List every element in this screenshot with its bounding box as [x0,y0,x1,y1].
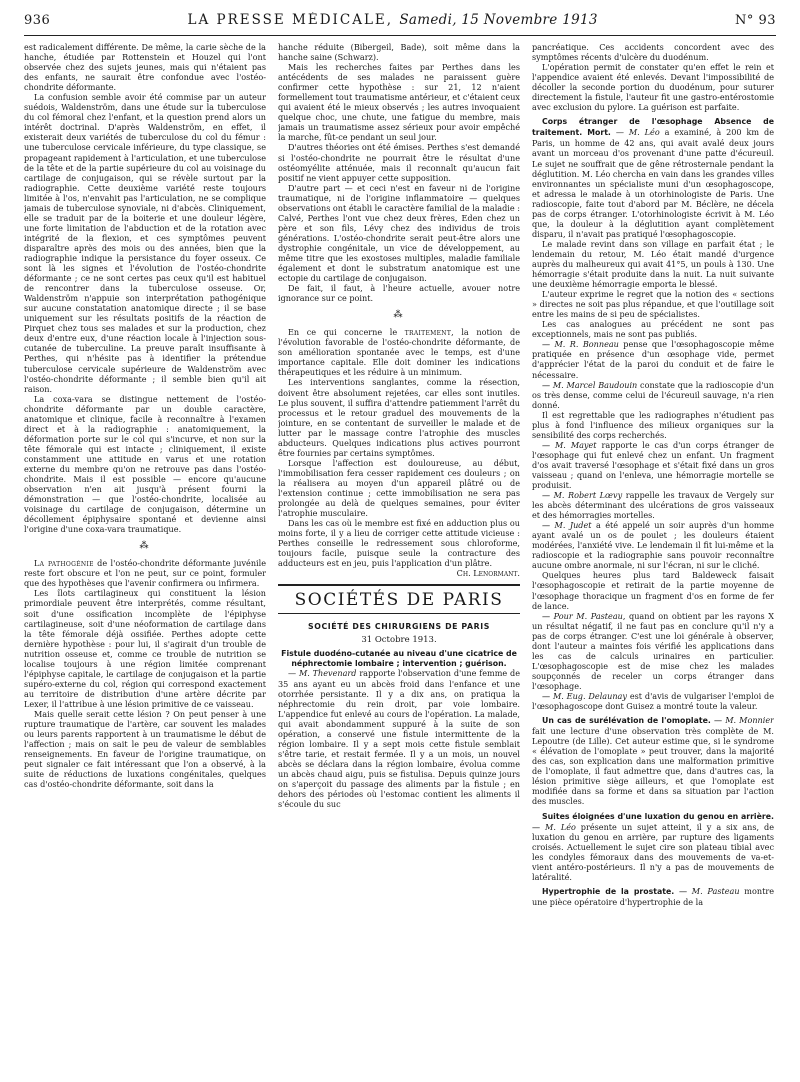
paragraph-text: constate que la radioscopie d'un os très dense, comme celui de l'écureuil sauvage, n'a rien donné. [532,379,774,410]
paragraph: Les cas analogues au précédent ne sont pas exceptionnels, mais ne sont pas publiés. [532,319,774,340]
paragraph: Lorsque l'affection est douloureuse, au début, l'immobilisation fera cesser rapidement ces douleurs ; on la réalisera au moyen d'un appareil plâtré ou de l'extension continue ; cette immobilisation ne sera pas prolongée au delà de quelques semaines, pour éviter l'atrophie musculaire. [278,457,520,519]
paragraph-text: , la notion de l'évolution favorable de l'ostéo-chondrite déformante, de son amélioration spontanée avec le temps, est d'une importance capitale. Elle doit dominer les indications thérapeutiques et les réduire à un minimum. [278,327,520,378]
speaker: — M. Judet [542,520,592,531]
paragraph-text: pense que l'œsophagoscopie même pratiquée en présence d'un œsophage vide, permet d'apprécier l'état de la paroi du conduit et de faire le nécessaire. [532,339,774,380]
column-1 [24,42,266,1067]
issue-number: N° 93 [734,13,776,28]
paragraph: L'opération permit de constater qu'en effet le rein et l'appendice avaient été enlevés. Devant l'impossibilité de décoller la seconde portion du duodénum, pour suturer directement la fistule, l'auteur fit une gastro-entérostomie avec exclusion du pylore. La guérison est parfaite. [532,62,774,113]
paragraph-text: a examiné, à 200 km de Paris, un homme de 42 ans, qui avait avalé deux jours avant un morceau d'os provenant d'une patte d'écureuil. Le sujet ne souffrait que de gêne rétrosternale pendant la déglutition. M. Léo chercha en vain dans les grandes villes environnantes un spécialiste muni d'un œsophagoscope, et adressa le malade à un otorhinologiste de Paris. Une radioscopie, faite tout d'abord par M. Béclère, ne décela pas de corps étranger. L'otorhinologiste écrivit à M. Léo que, la douleur à la déglutition ayant complètement disparu, il n'avait pas pratiqué l'œsophagoscopie. [532,127,774,239]
speaker: — M. Eug. Delaunay [542,691,627,701]
keyword-traitement: traitement [404,327,452,338]
case-title: Fistule duodéno-cutanée au niveau d'une cicatrice de néphrectomie lombaire ; intervention ; guérison. [281,649,517,668]
author-signature: Ch. Lenormant. [456,568,520,579]
paragraph: La coxa-vara se distingue nettement de l'ostéo-chondrite déformante par un double caractère, anatomique et clinique, facile à reconnaître à l'examen direct et à la radiographie : anatomiquement, la déformation porte sur le col qui s'incurve, et non sur la tête fémorale qui est intacte ; cliniquement, il existe constamment une attitude en varus et une rotation externe du membre qu'on ne retrouve pas dans l'ostéo-chondrite. Mais il est possible — encore qu'aucune observation n'en ait jusqu'à présent fourni la démonstration — que l'ostéo-chondrite, localisée au voisinage du cartilage de conjugaison, détermine un décollement épiphysaire spontané et devienne ainsi l'origine d'une coxa-vara traumatique. [24,393,266,535]
rubric-author: — M. Léo [532,821,576,832]
paragraph: Les interventions sanglantes, comme la résection, doivent être absolument rejetées, car elles sont inutiles. Le plus souvent, il suffira d'attendre patiemment l'arrêt du processus et le retour graduel des mouvements de la jointure, en se contentant de surveiller le malade et de lutter par le massage contre l'atrophie des muscles abducteurs. Quelques indications plus actives pourront être fournies par certains symptômes. [278,377,520,458]
page-number: 936 [24,13,51,28]
paragraph [532,715,774,806]
page-header [24,12,776,32]
paragraph-text: rappelle les travaux de Vergely sur les abcès déterminant des ulcérations de gros vaisseaux et des hémorragies mortelles. [532,490,774,521]
society-heading: SOCIÉTÉ DES CHIRURGIENS DE PARIS [308,622,490,632]
paragraph [532,440,774,490]
paragraph: Mais quelle serait cette lésion ? On peut penser à une rupture traumatique de l'artère, car souvent les malades ou leurs parents rapportent à un traumatisme le début de l'affection ; mais on sait le peu de valeur de semblables renseignements. En faveur de l'origine traumatique, on peut signaler ce fait intéressant que l'on a observé, à la suite de réductions de luxations congénitales, quelques cas d'ostéo-chondrite déformante, soit dans la [24,709,266,790]
section-stars: ⁂ [139,541,151,552]
paragraph: De fait, il faut, à l'heure actuelle, avouer notre ignorance sur ce point. [278,283,520,304]
paragraph: Les îlots cartilagineux qui constituent la lésion primordiale peuvent être interprétés, comme résultant, soit d'une ossification incomplète de l'épiphyse cartilagineuse, soit d'une néoformation de cartilage dans la tête fémorale déjà ossifiée. Perthes adopte cette dernière hypothèse : pour lui, il s'agirait d'un trouble de nutrition osseuse et, comme ce trouble de nutrition se localise toujours à une région limitée comprenant l'épiphyse capitale, le cartilage de conjugaison et la partie supéro-externe du col, région qui correspond exactement au territoire de distribution d'une artère décrite par Lexer, il l'attribue à une lésion primitive de ce vaisseau. [24,588,266,709]
speaker: — M. Robert Lœvy [542,490,623,501]
paragraph: L'auteur exprime le regret que la notion des « sections » directes ne soit pas plus répandue, et que l'outillage soit entre les mains de si peu de spécialistes. [532,289,774,320]
paragraph: D'autre part — et ceci n'est en faveur ni de l'origine traumatique, ni de l'origine inflammatoire — quelques observations ont établi le caractère familial de la maladie : Calvé, Perthes l'ont vue chez deux frères, Eden chez un père et son fils, Lévy chez des individus de trois générations. L'ostéo-chondrite serait peut-être alors une dystrophie congénitale, un vice de développement, au même titre que les exostoses multiples, maladie familiale également et dont le substratum anatomique est une ectopie du cartilage de conjugaison. [278,182,520,284]
paragraph: Corps étranger de l'œsophage Absence de traitement. Mort. — M. Léo a examiné, à 200 km de Paris, un homme de 42 ans, qui avait avalé deux jours avant un morceau d'os provenant d'une patte d'écureuil. Le sujet ne souffrait que de gêne rétrosternale pendant la déglutition. M. Léo chercha en vain dans les grandes villes environnantes un spécialiste muni d'un œsophagoscope, et adressa le malade à un otorhinologiste de Paris. Une radioscopie, faite tout d'abord par M. Béclère, ne décela pas de corps étranger. L'otorhinologiste écrivit à M. Léo que, la douleur à la déglutition ayant complètement disparu, il n'avait pas pratiqué l'œsophagoscopie. [532,117,774,239]
paragraph [532,811,774,882]
paragraph-text: En ce qui concerne le [288,327,405,338]
rubric-heading: Suites éloignées d'une luxation du genou en arrière. [542,811,774,821]
paragraph [532,380,774,410]
paragraph [532,520,774,570]
paragraph [532,886,774,907]
paragraph [532,691,774,711]
paragraph: hanche réduite (Bibergeil, Bade), soit même dans la hanche saine (Schwarz). [278,42,520,63]
paragraph-text: est d'avis de vulgariser l'emploi de l'œsophagoscope dont Guisez a montré toute la valeur. [532,691,774,712]
header-rule [24,35,776,36]
paragraph-text: de l'ostéo-chondrite déformante juvénile reste fort obscure et l'on ne peut, sur ce point, formuler que des hypothèses que l'avenir confirmera ou infirmera. [24,558,266,589]
paragraph-text: , quand on obtient par les rayons X un résultat négatif, il ne faut pas en conclure qu'il n'y a pas de corps étranger. C'est une loi générale à observer, dont l'auteur a maintes fois vérifié les applications dans les cas de calculs urinaires en particulier. L'œsophagoscopie est de mise chez les malades soupçonnés de receler un corps étranger dans l'œsophage. [532,610,774,691]
paragraph [278,327,520,377]
keyword-pathogenie: La pathogénie [34,558,94,569]
column-3 [532,42,774,1067]
paragraph: Il est regrettable que les radiographes n'étudient pas plus à fond l'influence des milieux organiques sur la sensibilité des corps recherchés. [532,409,774,440]
columns [24,42,776,1067]
rubric-author: — M. Pasteau [678,885,740,896]
paragraph: Quelques heures plus tard Baldeweck faisait l'œsophagoscopie et retirait de la partie moyenne de l'œsophage thoracique un fragment d'os en forme de fer de lance. [532,570,774,611]
paragraph: est radicalement différente. De même, la carie sèche de la hanche, étudiée par Rottenstein et Houzel qui l'ont observée chez des sujets jeunes, mais qui n'étaient pas des enfants, ne saurait être confondue avec l'ostéo-chondrite déformante. [24,42,266,93]
section-banner: SOCIÉTÉS DE PARIS [278,584,520,614]
journal-name: LA PRESSE MÉDICALE, [187,12,394,28]
speaker: — M. Mayet [542,439,597,450]
speaker: — Pour M. Pasteau [542,610,623,621]
paragraph-text: montre une pièce opératoire d'hypertrophie de la [532,885,774,907]
paragraph: D'autres théories ont été émises. Perthes s'est demandé si l'ostéo-chondrite ne pourrait être le résultat d'une ostéomyélite atténuée, mais il reconnaît qu'aucun fait positif ne vient appuyer cette supposition. [278,142,520,183]
case-author: M. Thevenard [298,668,357,679]
paragraph-text: a été appelé un soir auprès d'un homme ayant avalé un os de poulet ; les douleurs étaient modérées, l'anxiété vive. Le lendemain il fit lui-même et la radioscopie et la radiographie sans pouvoir reconnaître aucune ombre anormale, ni sur l'écran, ni sur le cliché. [532,520,774,571]
paragraph [532,490,774,520]
paragraph: Le malade revint dans son village en parfait état ; le lendemain du retour, M. Léo était mandé d'urgence auprès du malheureux qui avait 41°5, un pouls à 130. Une hémorragie s'était produite dans la nuit. La nuit suivante une deuxième hémorragie emporta le blessé. [532,238,774,290]
speaker: — M. Marcel Baudouin [542,379,638,390]
paragraph [24,558,266,588]
paragraph: Dans les cas où le membre est fixé en adduction plus ou moins forte, il y a lieu de corriger cette attitude vicieuse : Perthes conseille le redressement sous chloroforme, toujours facile, puisque seule la contracture des adducteurs est en jeu, puis l'application d'un plâtre. [278,518,520,569]
paragraph-text: présente un sujet atteint, il y a six ans, de luxation du genou en arrière, par rupture des ligaments croisés. Actuellement le sujet cire son plateau tibial avec les condyles fémoraux dans des mouvements de va-et-vient antéro-postérieurs. Il n'y a pas de mouvements de latéralité. [532,821,774,882]
rubric-heading: Hypertrophie de la prostate. [542,886,675,896]
paragraph: La confusion semble avoir été commise par un auteur suédois, Waldenström, dans une étude sur la tuberculose du col fémoral chez l'enfant, et la question prend alors un intérêt doctrinal. D'après Waldenström, en effet, il existerait deux variétés de tuberculose du col du fémur : une tuberculose cervicale inférieure, du type classique, se propageant rapidement à l'articulation, et une tuberculose de la tête et de la partie supérieure du col au voisinage du cartilage de conjugaison, qui se révèle surtout par la radiographie. Cette deuxième variété reste toujours limitée à l'os, n'envahit pas l'articulation, ne se complique jamais de tuberculose synoviale, ni d'abcès. Cliniquement, elle se traduit par de la boiterie et une douleur légère, une forte limitation de l'abduction et de la rotation avec intégrité de la flexion, et ces symptômes peuvent disparaître après des mois ou des années, bien que la radiographie indique la persistance du foyer osseux. Ce sont là les signes et l'évolution de l'ostéo-chondrite déformante ; ce ne sont certes pas ceux qu'il est habituel de rencontrer dans la tuberculose osseuse. Or, Waldenström n'appuie son interprétation pathogénique sur aucune constatation anatomique directe ; il se base uniquement sur les résultats positifs de la réaction de Pirquet chez tous ses malades et sur la production, chez deux d'entre eux, d'une réaction locale à l'injection sous-cutanée de tuberculine. La preuve paraît insuffisante à Perthes, qui n'hésite pas à identifier la prétendue tuberculose cervicale supérieure de Waldenström avec l'ostéo-chondrite déformante ; il semble bien qu'il ait raison. [24,92,266,394]
rubric-heading: Corps étranger de l'œsophage Absence de traitement. Mort. [532,117,774,138]
newspaper-page [24,12,776,1074]
paragraph-text: rapporte l'observation d'une femme de 35 ans ayant eu un abcès froid dans l'enfance et une otorrhée persistante. Il y a dix ans, on pratiqua la néphrectomie du rein droit, par voie lombaire. L'appendice fut enlevé au cours de l'opération. La malade, qui avait abondamment suppuré à la suite de son opération, a conservé une fistule intermittente de la région lombaire. Il y a sept mois cette fistule semblait s'être tarie, et restait fermée. Il y a un mois, un nouvel abcès se déclara dans la région lombaire, évolua comme un abcès chaud aigu, puis se fistulisa. Depuis quinze jours on s'aperçoit du passage des aliments par la fistule ; en dehors des périodes où l'estomac contient les aliments il s'écoule du suc [278,668,520,810]
paragraph [532,611,774,691]
rubric-heading: Un cas de surélévation de l'omoplate. [542,716,711,726]
journal-title [188,12,598,28]
speaker: — M. R. Bonneau [542,339,619,350]
rubric-author: M. Léo [628,127,660,138]
section-stars: ⁂ [393,310,405,321]
paragraph: pancréatique. Ces accidents concordent avec des symptômes récents d'ulcère du duodénum. [532,42,774,63]
paragraph [532,339,774,379]
paragraph-text: fait une lecture d'une observation très complète de M. Lepoutre (de Lille). Cet auteur estime que, si le syndrome « élévation de l'omoplate » peut trouver, dans la majorité des cas, son explication dans une malformation primitive de l'omoplate, il faut admettre que, dans d'autres cas, la lésion primitive siège ailleurs, et que l'omoplate est modifiée dans sa forme et dans sa situation par l'action des muscles. [532,726,774,807]
paragraph: — M. Thevenard rapporte l'observation d'une femme de 35 ans ayant eu un abcès froid dans l'enfance et une otorrhée persistante. Il y a dix ans, on pratiqua la néphrectomie du rein droit, par voie lombaire. L'appendice fut enlevé au cours de l'opération. La malade, qui avait abondamment suppuré à la suite de son opération, a conservé une fistule intermittente de la région lombaire. Il y a sept mois cette fistule semblait s'être tarie, et restait fermée. Il y a un mois, un nouvel abcès se déclara dans la région lombaire, évolua comme un abcès chaud aigu, puis se fistulisa. Depuis quinze jours on s'aperçoit du passage des aliments par la fistule ; en dehors des périodes où l'estomac contient les aliments il s'écoule du suc [278,668,520,810]
column-2 [278,42,520,1067]
paragraph-text: rapporte le cas d'un corps étranger de l'œsophage qui fut enlevé chez un enfant. Un fragment d'os avait traversé l'œsophage et s'était fixé dans un gros vaisseau ; quand on l'enleva, une hémorragie mortelle se produisit. [532,439,774,491]
meeting-date: 31 Octobre 1913. [361,635,437,646]
rubric-author: — M. Monnier [713,715,774,726]
paragraph: Mais les recherches faites par Perthes dans les antécédents de ses malades ne paraissent guère confirmer cette hypothèse : sur 21, 12 n'aient formellement tout traumatisme antérieur, et c'étaient ceux qui avaient été le mieux observés ; les autres invoquaient quelque choc, une chute, une fatigue du membre, mais jamais un traumatisme assez sérieux pour avoir empêché la marche, fût-ce pendant un seul jour. [278,62,520,143]
issue-date: Samedi, 15 Novembre 1913 [399,12,598,28]
